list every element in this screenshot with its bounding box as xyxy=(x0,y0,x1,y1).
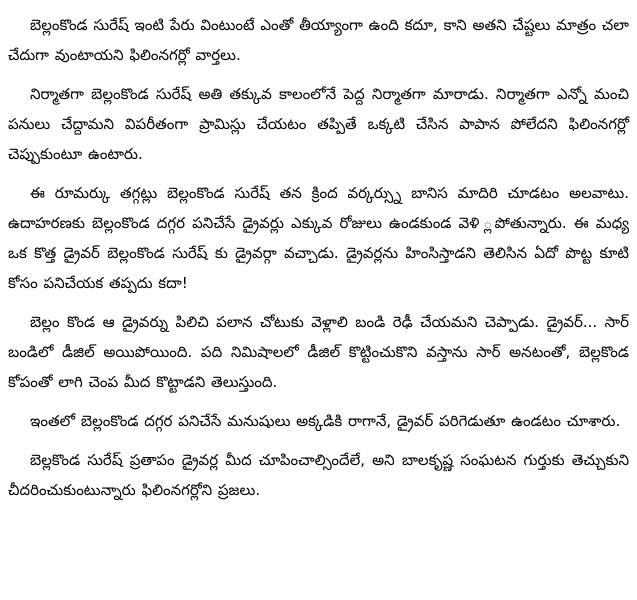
paragraph-6: బెల్లకొండ సురేష్ ప్రతాపం డ్రైవర్ల మీద చూపించాల్సిందేలే, అని బాలకృష్ణ సంఘటన గుర్తుకు తెచ్చుకుని చీదరించుకుంటున్నారు ఫిలింనగర్లోని ప్రజలు. xyxy=(8,451,629,499)
paragraph-4: బెల్లం కొండ ఆ డ్రైవర్ను పిలిచి పలాన చోటుకు వెళ్లాలి బండి రెఢీ చేయమని చెప్పాడు. డ్రైవర్... సార్ బండిలో డీజిల్ అయిపోయింది. పది నిమిషాలలో డీజిల్ కొట్టించుకొని వస్తాను సార్ అనటంతో, బెల్లకొండ కోపంతో లాగి చెంప మీద కొట్టాడని తెలుస్తుంది. xyxy=(8,313,629,391)
paragraph-1: బెల్లంకొండ సురేష్ ఇంటి పేరు వింటుంటే ఎంతో తీయ్యాంగా ఉంది కదూ, కాని అతని చేష్టలు మాత్రం చలా చేదుగా వుంటాయని ఫిలింనగర్లో వార్తలు. xyxy=(8,16,629,64)
paragraph-2: నిర్మాతగా బెల్లంకొండ సురేష్ అతి తక్కువ కాలంలోనే పెద్ద నిర్మాతగా మారాడు. నిర్మాతగా ఎన్నో మంచి పనులు చేద్దామని విపరీతంగా ప్రామిస్లు చేయటం తప్పితే ఒక్కటి చేసిన పాపాన పోలేదని ఫిలింనగర్లో చెప్పుకుంటూ ఉంటారు. xyxy=(8,85,629,163)
paragraph-5: ఇంతలో బెల్లంకొండ దగ్గర పనిచేసే మనుషులు అక్కడికి రాగానే, డ్రైవర్ పరిగెడుతూ ఉండటం చూశారు. xyxy=(30,412,621,430)
paragraph-3: ఈ రూమర్కు తగ్గట్లు బెల్లంకొండ సురేష్ తన క్రింద వర్కర్స్ను బానిస మాదిరి చూడటం అలవాటు. ఉదాహరణకు బెల్లంకొండ దగ్గర పనిచేసే డ్రైవర్లు ఎక్కువ రోజులు ఉండకుండ వెళి ్లపోతున్నారు. ఈ మధ్య ఒక కొత్త డ్రైవర్ బెల్లంకొండ సురేష్ కు డ్రైవర్గా వచ్చాడు. డ్రైవర్లను హింసిస్తాడని తెలిసిన ఏదో పొట్ట కూటి కోసం పనిచేయక తప్పదు కదా! xyxy=(8,184,629,292)
